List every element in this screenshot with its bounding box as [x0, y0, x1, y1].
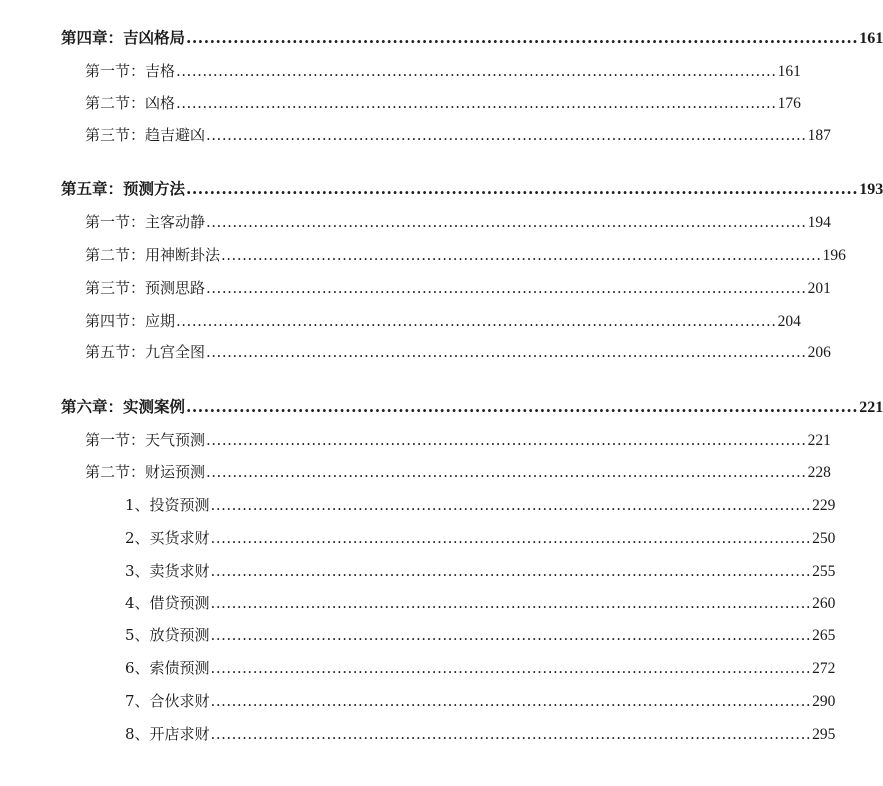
dot-leader: .................................................................................................................. — [176, 62, 777, 80]
dot-leader: .................................................................................................................. — [210, 594, 812, 612]
toc-chapter-6[interactable] — [61, 397, 883, 417]
dot-leader: .................................................................................................................. — [176, 94, 777, 112]
toc-section[interactable] — [85, 279, 831, 298]
dot-leader: .................................................................................................................. — [206, 343, 807, 361]
toc-subsection[interactable] — [125, 725, 836, 744]
toc-page-number: 295 — [812, 726, 836, 743]
toc-title: 7、合伙求财 — [125, 692, 210, 710]
toc-section[interactable] — [85, 343, 831, 362]
toc-subsection[interactable] — [125, 692, 836, 711]
toc-section[interactable] — [85, 94, 801, 113]
toc-page-number: 187 — [807, 127, 831, 144]
dot-leader: .................................................................................................................. — [210, 692, 812, 710]
toc-page-number: 255 — [812, 563, 836, 580]
toc-page-number: 201 — [807, 280, 831, 297]
toc-page-number: 193 — [859, 181, 883, 198]
toc-page-number: 206 — [807, 344, 831, 361]
toc-title: 第五章：预测方法 — [61, 179, 186, 198]
toc-page-number: 196 — [822, 247, 846, 264]
toc-title: 1、投资预测 — [125, 496, 210, 514]
toc-subsection[interactable] — [125, 659, 836, 678]
toc-page-number: 290 — [812, 693, 836, 710]
toc-section[interactable] — [85, 62, 801, 81]
toc-title: 第四章：吉凶格局 — [61, 28, 186, 47]
toc-title: 5、放贷预测 — [125, 626, 210, 644]
toc-section[interactable] — [85, 312, 801, 331]
toc-section[interactable] — [85, 463, 831, 482]
toc-page-number: 229 — [812, 497, 836, 514]
dot-leader: .................................................................................................................. — [210, 626, 812, 644]
toc-page-number: 228 — [807, 464, 831, 481]
toc-page-number: 161 — [777, 63, 801, 80]
dot-leader: .................................................................................................................. — [210, 529, 812, 547]
toc-title: 4、借贷预测 — [125, 594, 210, 612]
toc-title: 第二节：凶格 — [85, 94, 176, 112]
toc-title: 8、开店求财 — [125, 725, 210, 743]
toc-subsection[interactable] — [125, 496, 836, 515]
toc-title: 第三节：预测思路 — [85, 279, 206, 297]
toc-chapter-4[interactable] — [61, 28, 883, 48]
toc-title: 第三节：趋吉避凶 — [85, 126, 206, 144]
toc-title: 2、买货求财 — [125, 529, 210, 547]
dot-leader: .................................................................................................................. — [206, 279, 807, 297]
toc-title: 6、索债预测 — [125, 659, 210, 677]
toc-page-number: 194 — [807, 214, 831, 231]
toc-subsection[interactable] — [125, 562, 836, 581]
toc-section[interactable] — [85, 126, 831, 145]
toc-title: 第一节：主客动静 — [85, 213, 206, 231]
toc-section[interactable] — [85, 246, 846, 265]
dot-leader: .................................................................................................................. — [176, 312, 777, 330]
toc-page-number: 204 — [777, 313, 801, 330]
dot-leader: .................................................................................................................. — [206, 463, 807, 481]
toc-section[interactable] — [85, 213, 831, 232]
toc-title: 3、卖货求财 — [125, 562, 210, 580]
toc-title: 第一节：天气预测 — [85, 431, 206, 449]
toc-chapter-5[interactable] — [61, 179, 883, 199]
toc-page-number: 250 — [812, 530, 836, 547]
toc-subsection[interactable] — [125, 594, 836, 613]
dot-leader: .................................................................................................................. — [210, 659, 812, 677]
toc-title: 第五节：九宫全图 — [85, 343, 206, 361]
dot-leader: .................................................................................................................. — [186, 179, 859, 198]
toc-page-number: 265 — [812, 627, 836, 644]
toc-page-number: 272 — [812, 660, 836, 677]
dot-leader: .................................................................................................................. — [206, 126, 807, 144]
toc-section[interactable] — [85, 431, 831, 450]
dot-leader: .................................................................................................................. — [206, 213, 807, 231]
dot-leader: .................................................................................................................. — [221, 246, 822, 264]
toc-title: 第二节：财运预测 — [85, 463, 206, 481]
toc-page-number: 221 — [807, 432, 831, 449]
toc-title: 第四节：应期 — [85, 312, 176, 330]
toc-page-number: 161 — [859, 30, 883, 47]
toc-subsection[interactable] — [125, 626, 836, 645]
dot-leader: .................................................................................................................. — [186, 397, 859, 416]
dot-leader: .................................................................................................................. — [210, 496, 812, 514]
toc-page-number: 221 — [859, 399, 883, 416]
toc-page-number: 260 — [812, 595, 836, 612]
dot-leader: .................................................................................................................. — [210, 725, 812, 743]
dot-leader: .................................................................................................................. — [210, 562, 812, 580]
dot-leader: .................................................................................................................. — [186, 28, 859, 47]
toc-subsection[interactable] — [125, 529, 836, 548]
toc-title: 第一节：吉格 — [85, 62, 176, 80]
dot-leader: .................................................................................................................. — [206, 431, 807, 449]
toc-page-number: 176 — [777, 95, 801, 112]
toc-title: 第六章：实测案例 — [61, 397, 186, 416]
toc-title: 第二节：用神断卦法 — [85, 246, 221, 264]
